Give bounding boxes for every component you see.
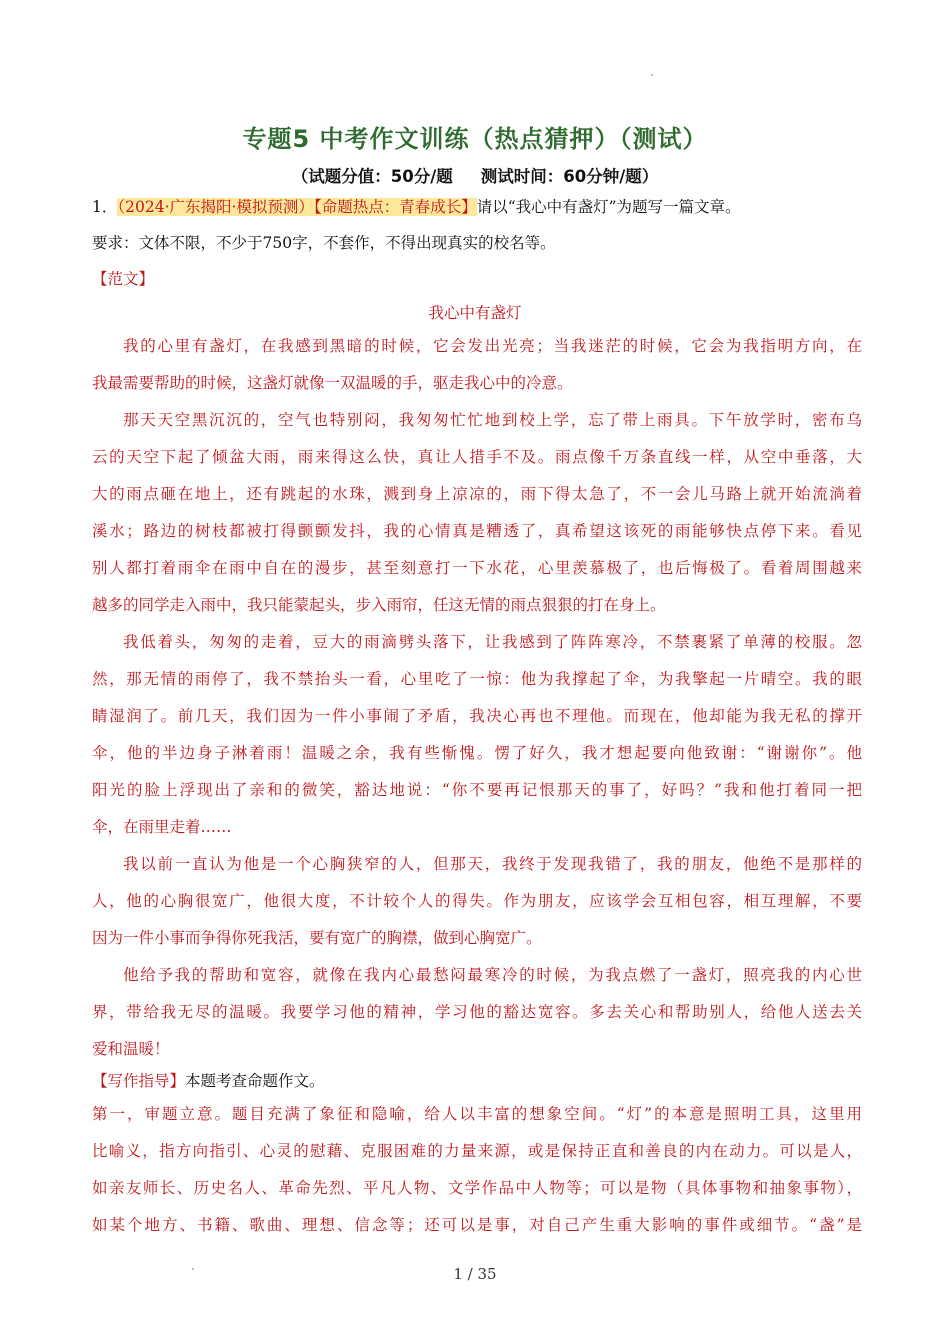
essay-line: 然，那无情的雨停了，我不禁抬头一看，心里吃了一惊：他为我撑起了伞，为我擎起一片晴空。我的眼 [92, 670, 862, 688]
page-speck [651, 74, 653, 76]
essay-line: 人，他的心胸很宽广，他很大度，不计较个人的得失。作为朋友，应该学会互相包容，相互理解，不要 [92, 892, 862, 910]
guide-line: 比喻义，指方向指引、心灵的慰藉、克服困难的力量来源，或是保持正直和善良的内在动力。可以是人， [92, 1142, 862, 1160]
essay-line: 他给予我的帮助和宽容，就像在我内心最愁闷最寒冷的时候，为我点燃了一盏灯，照亮我的内心世 [123, 966, 862, 984]
essay-line: 大的雨点砸在地上，还有跳起的水珠，溅到身上凉凉的，雨下得太急了，不一会儿马路上就开始流淌着 [92, 485, 862, 503]
page-number: 1 / 35 [453, 1265, 497, 1283]
essay-line: 因为一件小事而争得你死我活，要有宽广的胸襟，做到心胸宽广。 [92, 929, 542, 947]
essay-line: 我以前一直认为他是一个心胸狭窄的人，但那天，我终于发现我错了，我的朋友，他绝不是那样的 [123, 855, 862, 873]
model-essay-label: 【范文】 [92, 270, 155, 288]
guide-heading [92, 1070, 862, 1092]
guide-line: 如亲友师长、历史名人、革命先烈、平凡人物、文学作品中人物等；可以是物（具体事物和抽象事物）， [92, 1179, 862, 1197]
essay-line: 伞，在雨里走着…… [92, 818, 232, 836]
essay-line: 别人都打着雨伞在雨中自在的漫步，甚至刻意打一下水花，心里羡慕极了，也后悔极了。看着周围越来 [92, 559, 862, 577]
question-line [92, 196, 862, 218]
question-number: 1． [92, 198, 118, 216]
essay-line: 那天天空黑沉沉的，空气也特别闷，我匆匆忙忙地到校上学，忘了带上雨具。下午放学时，密布乌 [123, 411, 862, 429]
essay-line: 阳光的脸上浮现出了亲和的微笑，豁达地说：“你不要再记恨那天的事了，好吗？”我和他打着同一把 [92, 781, 862, 799]
essay-line: 伞，他的半边身子淋着雨！温暖之余，我有些惭愧。愣了好久，我才想起要向他致谢：“谢谢你”。他 [92, 744, 862, 762]
essay-line: 云的天空下起了倾盆大雨，雨来得这么快，真让人措手不及。雨点像千万条直线一样，从空中垂落，大 [92, 448, 862, 466]
guide-intro: 本题考查命题作文。 [185, 1072, 325, 1090]
test-info [0, 163, 950, 187]
essay-line: 溪水；路边的树枝都被打得颤颤发抖，我的心情真是糟透了，真希望这该死的雨能够快点停下来。看见 [92, 522, 862, 540]
essay-line: 越多的同学走入雨中，我只能蒙起头，步入雨帘，任这无情的雨点狠狠的打在身上。 [92, 596, 666, 614]
question-badge [117, 198, 476, 216]
question-requirement: 要求：文体不限，不少于750字，不套作，不得出现真实的校名等。 [92, 234, 556, 252]
essay-line: 我的心里有盏灯，在我感到黑暗的时候，它会发出光亮；当我迷茫的时候，它会为我指明方向，在 [123, 337, 862, 355]
guide-line: 如某个地方、书籍、歌曲、理想、信念等；还可以是事，对自己产生重大影响的事件或细节。“盏”是 [92, 1216, 862, 1234]
question-prompt: 请以“我心中有盏灯”为题写一篇文章。 [476, 198, 741, 216]
essay-line: 界，带给我无尽的温暖。我要学习他的精神，学习他的豁达宽容。多去关心和帮助别人，给他人送去关 [92, 1003, 862, 1021]
time-info: 测试时间：60分钟/题） [480, 167, 659, 186]
essay-title: 我心中有盏灯 [428, 304, 522, 322]
essay-line: 睛湿润了。前几天，我们因为一件小事闹了矛盾，我决心再也不理他。而现在，他却能为我无私的撑开 [92, 707, 862, 725]
question-source: （2024·广东揭阳·模拟预测） [117, 198, 314, 216]
guide-label: 【写作指导】 [92, 1072, 186, 1090]
essay-line: 我低着头，匆匆的走着，豆大的雨滴劈头落下，让我感到了阵阵寒冷，不禁裹紧了单薄的校服。忽 [123, 633, 862, 651]
page-title: 专题5 中考作文训练（热点猜押）（测试） [242, 125, 708, 153]
essay-line: 爱和温暖！ [92, 1040, 170, 1058]
question-hot-topic: 【命题热点：青春成长】 [313, 198, 477, 216]
guide-line: 第一，审题立意。题目充满了象征和隐喻，给人以丰富的想象空间。“灯”的本意是照明工具，这里用 [92, 1105, 862, 1123]
score-info: （试题分值：50分/题 [291, 167, 453, 186]
essay-line: 我最需要帮助的时候，这盏灯就像一双温暖的手，驱走我心中的冷意。 [92, 374, 573, 392]
